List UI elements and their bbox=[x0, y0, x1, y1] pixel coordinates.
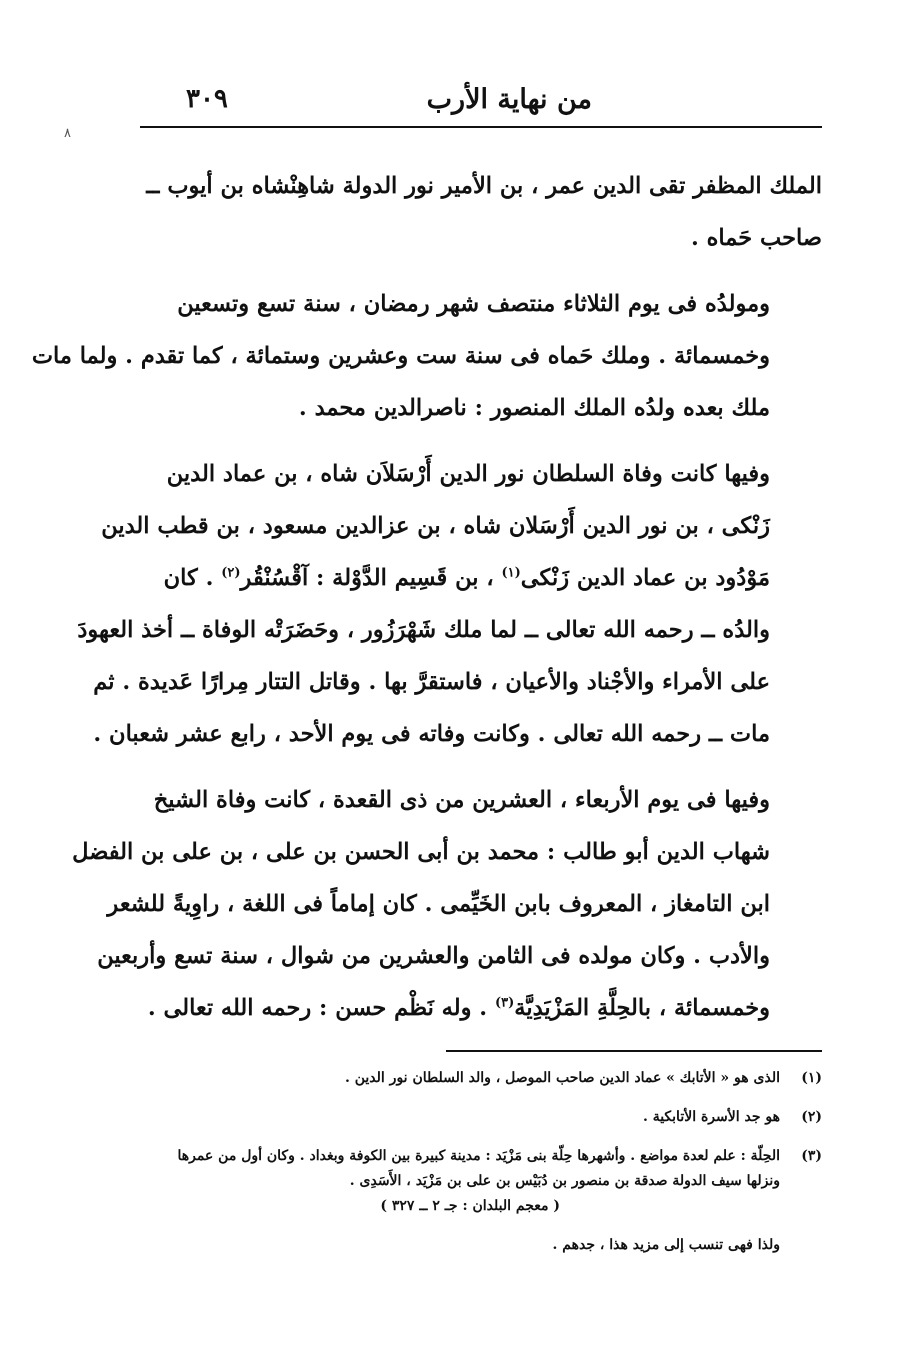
text-segment: وخمسمائة ، بالحِلَّةِ المَزْيَدِيَّة bbox=[514, 995, 770, 1021]
text-segment: . وله نَظْم حسن : رحمه الله تعالى . bbox=[147, 995, 495, 1021]
text-segment: مَوْدُود بن عماد الدين زَنْكى bbox=[520, 565, 770, 591]
text-line: وفيها فى يوم الأربعاء ، العشرين من ذى القعدة ، كانت وفاة الشيخ bbox=[153, 787, 770, 813]
footnote-ref-2: (٢) bbox=[221, 565, 241, 581]
text-line: وفيها كانت وفاة السلطان نور الدين أَرْسَلاَن شاه ، بن عماد الدين bbox=[166, 461, 770, 487]
paragraph bbox=[146, 160, 822, 264]
footnote-line: هو جد الأسرة الأتابكية . bbox=[642, 1109, 780, 1125]
footnote-line: ونزلها سيف الدولة صدقة بن منصور بن دُبَيْس بن على بن مَزْيَد ، الأَسَدِى . bbox=[349, 1173, 780, 1189]
footnote-ref-1: (١) bbox=[501, 565, 521, 581]
paragraph bbox=[72, 774, 822, 1034]
text-segment: . كان bbox=[163, 565, 222, 591]
text-line: وخمسمائة . وملك حَماه فى سنة ست وعشرين وستمائة ، كما تقدم . ولما مات bbox=[31, 343, 770, 369]
footnote-rule bbox=[446, 1050, 822, 1052]
footnote-number: (٢) bbox=[801, 1109, 822, 1125]
paragraph bbox=[77, 448, 822, 760]
text-line: شهاب الدين أبو طالب : محمد بن أبى الحسن بن على ، بن على بن الفضل bbox=[72, 839, 770, 865]
header-rule bbox=[140, 126, 822, 128]
footnote-3 bbox=[178, 1144, 822, 1219]
text-line: ملك بعده ولدُه الملك المنصور : ناصرالدين محمد . bbox=[298, 395, 770, 421]
footnote-1 bbox=[178, 1066, 822, 1091]
footnote-continuation: ولذا فهى تنسب إلى مزيد هذا ، جدهم . bbox=[552, 1237, 780, 1253]
text-line: زَنْكى ، بن نور الدين أَرْسَلان شاه ، بن عزالدين مسعود ، بن قطب الدين bbox=[101, 513, 770, 539]
running-title: من نهاية الأرب bbox=[426, 84, 592, 115]
text-line: صاحب حَماه . bbox=[690, 225, 822, 251]
footnote-number: (١) bbox=[801, 1070, 822, 1086]
main-text bbox=[31, 160, 822, 1048]
text-line: ومولدُه فى يوم الثلاثاء منتصف شهر رمضان ، سنة تسع وتسعين bbox=[177, 291, 770, 317]
footnote-line: الحِلّة : علم لعدة مواضع . وأشهرها حِلّة بنى مَزْيَد : مدينة كبيرة بين الكوفة وبغداد . وكان أول من عمرها bbox=[177, 1148, 780, 1164]
text-line: والأدب . وكان مولده فى الثامن والعشرين من شوال ، سنة تسع وأربعين bbox=[97, 943, 770, 969]
text-line: الملك المظفر تقى الدين عمر ، بن الأمير نور الدولة شاهِنْشاه بن أيوب ــ bbox=[146, 173, 822, 199]
text-line bbox=[147, 982, 822, 1034]
text-line: والدُه ــ رحمه الله تعالى ــ لما ملك شَهْرَزُور ، وحَضَرَتْه الوفاة ــ أخذ العهودَ bbox=[77, 617, 770, 643]
footnotes bbox=[178, 1066, 822, 1258]
text-line: على الأمراء والأجْناد والأعيان ، فاستقرَّ بها . وقاتل التتار مِرارًا عَديدة . ثم bbox=[93, 669, 770, 695]
footnote-2 bbox=[178, 1105, 822, 1130]
footnote-ref-3: (٣) bbox=[494, 995, 515, 1011]
margin-mark: ٨ bbox=[64, 126, 71, 141]
text-line: مات ــ رحمه الله تعالى . وكانت وفاته فى يوم الأحد ، رابع عشر شعبان . bbox=[93, 721, 770, 747]
page-number: ٣٠٩ bbox=[186, 84, 228, 114]
page-header bbox=[140, 84, 822, 120]
text-line: ابن التامغاز ، المعروف بابن الخَيِّمى . كان إماماً فى اللغة ، راوِيةً للشعر bbox=[107, 891, 770, 917]
text-line bbox=[163, 552, 822, 604]
footnote-number: (٣) bbox=[801, 1148, 822, 1164]
text-segment: ، بن قَسِيم الدَّوْلة : آقْسُنْقُر bbox=[240, 565, 502, 591]
paragraph bbox=[31, 278, 822, 434]
footnote-source: ( معجم البلدان : جـ ٢ ــ ٣٢٧ ) bbox=[380, 1198, 560, 1214]
footnote-line: الذى هو « الأتابك » عماد الدين صاحب الموصل ، والد السلطان نور الدين . bbox=[345, 1070, 780, 1086]
